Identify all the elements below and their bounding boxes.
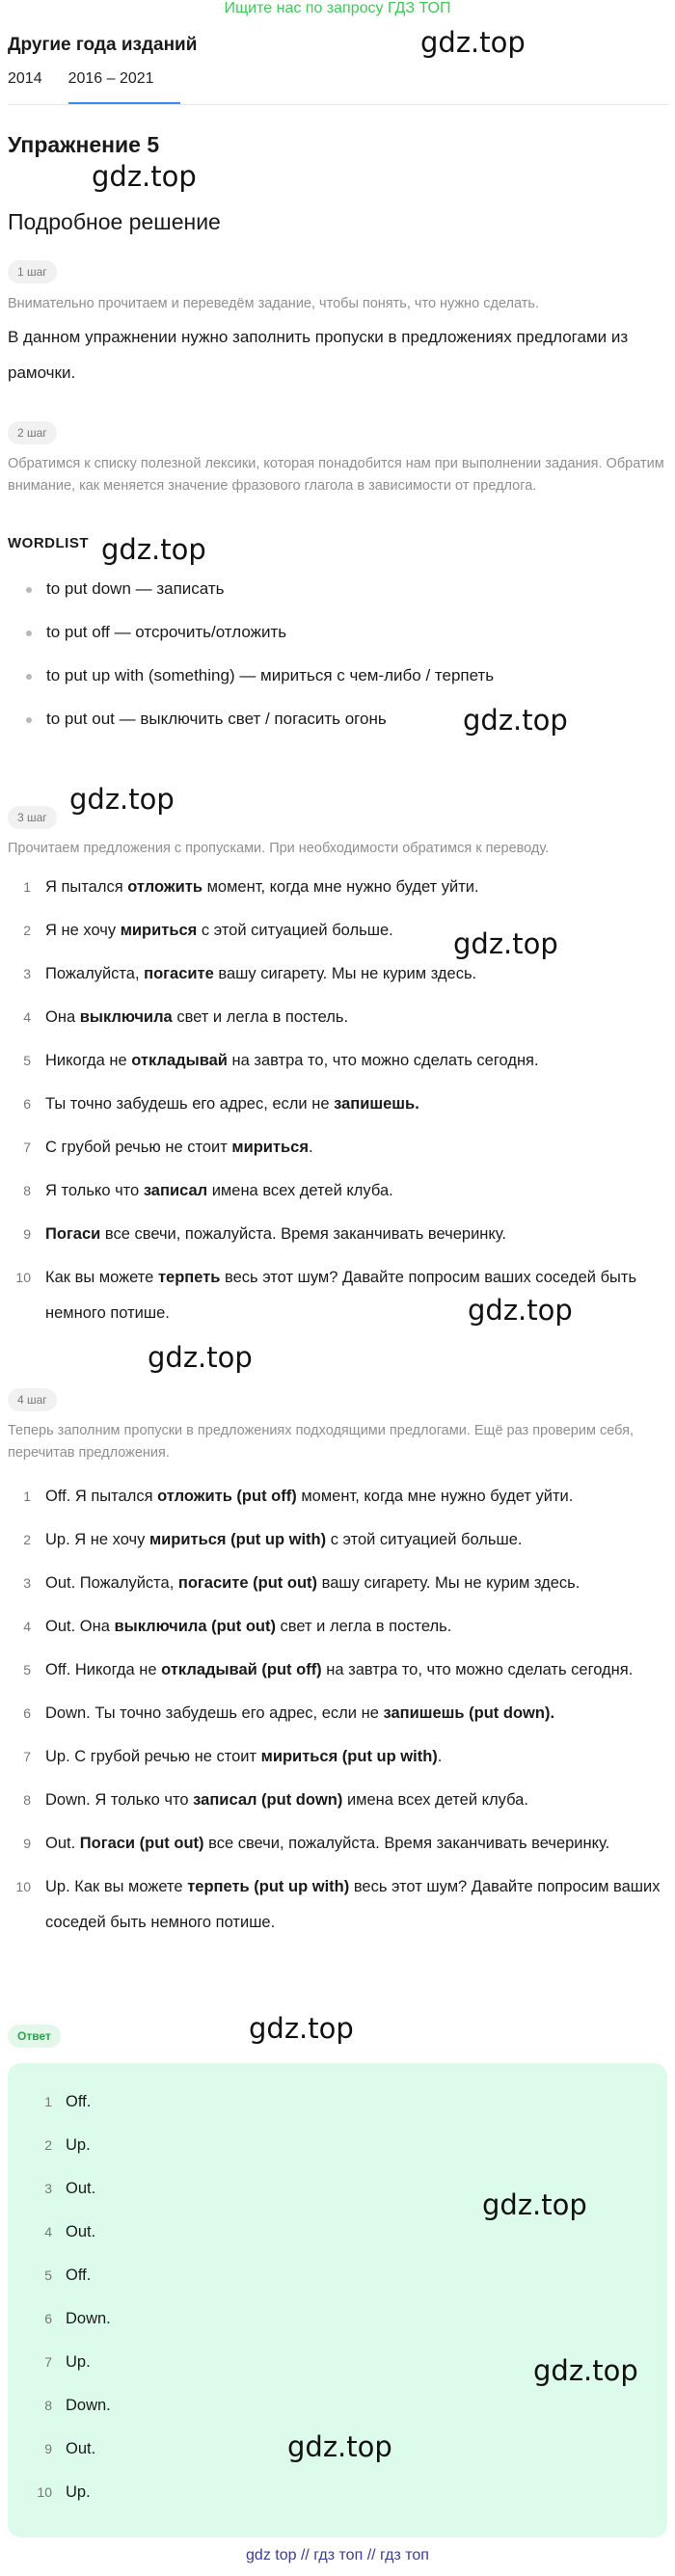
sentence-text: свет и легла в постель. bbox=[275, 1618, 452, 1635]
answer-list bbox=[29, 2090, 111, 2524]
sentence-text: вашу сигарету. Мы не курим здесь. bbox=[213, 965, 477, 982]
wordlist-item: to put down — записать bbox=[21, 578, 667, 622]
item-number: 9 bbox=[23, 1226, 31, 1242]
item-number: 2 bbox=[23, 923, 31, 938]
item-number: 8 bbox=[23, 1792, 31, 1808]
answer-item bbox=[29, 2481, 111, 2524]
other-years-title: Другие года изданий bbox=[8, 35, 198, 55]
sentence-text: свет и легла в постель. bbox=[172, 1008, 349, 1026]
exercise-title: Упражнение 5 bbox=[8, 132, 160, 157]
sentence-text: Down. Ты точно забудешь его адрес, если не bbox=[45, 1704, 384, 1722]
sentence-text: на завтра то, что можно сделать сегодня. bbox=[227, 1052, 539, 1069]
sentence-text: весь этот шум? Давайте попросим ваших соседей быть немного потише. bbox=[45, 1878, 661, 1931]
sentence-text: Down. Я только что bbox=[45, 1791, 194, 1809]
sentence-text: Off. Я пытался bbox=[45, 1488, 158, 1505]
bold-phrase: запишешь (put down). bbox=[383, 1704, 555, 1722]
sentence-item bbox=[8, 1000, 673, 1035]
sentence-text: на завтра то, что можно сделать сегодня. bbox=[321, 1661, 634, 1678]
sentence-text: Off. Никогда не bbox=[45, 1661, 162, 1678]
bold-phrase: мириться bbox=[231, 1139, 309, 1156]
sentence-item bbox=[8, 956, 673, 992]
sentence-text: Up. Как вы можете bbox=[45, 1878, 188, 1895]
answer-item bbox=[29, 2394, 111, 2437]
tab-year-2014[interactable]: 2014 bbox=[8, 70, 42, 87]
watermark: gdz.top bbox=[101, 533, 206, 566]
item-number: 7 bbox=[23, 1140, 31, 1155]
answer-text: Down. bbox=[66, 2397, 111, 2414]
watermark: gdz.top bbox=[533, 2354, 638, 2387]
item-number: 5 bbox=[23, 1053, 31, 1068]
bold-phrase: терпеть (put up with) bbox=[187, 1878, 350, 1895]
item-number: 9 bbox=[23, 1836, 31, 1851]
answer-text: Up. bbox=[66, 2353, 91, 2371]
year-tabs bbox=[8, 71, 180, 104]
bold-phrase: мириться (put up with) bbox=[148, 1531, 327, 1548]
footer: gdz top // гдз топ // гдз топ bbox=[246, 2547, 429, 2563]
sentence-item bbox=[8, 1173, 673, 1209]
solution-title: Подробное решение bbox=[8, 209, 221, 234]
watermark: gdz.top bbox=[463, 704, 568, 737]
sentence-item bbox=[8, 1696, 673, 1731]
item-number: 1 bbox=[23, 879, 31, 895]
answer-badge: Ответ bbox=[8, 2025, 61, 2048]
item-number: 2 bbox=[23, 1532, 31, 1547]
item-number: 6 bbox=[44, 2311, 52, 2326]
watermark: gdz.top bbox=[287, 2430, 392, 2463]
item-number: 6 bbox=[23, 1096, 31, 1112]
sentence-text: с этой ситуацией больше. bbox=[197, 922, 393, 939]
sentence-text: Out. Пожалуйста, bbox=[45, 1574, 178, 1592]
item-number: 6 bbox=[23, 1705, 31, 1721]
bold-phrase: выключила bbox=[79, 1008, 173, 1026]
sentence-item bbox=[8, 870, 673, 905]
watermark: gdz.top bbox=[148, 1341, 253, 1374]
bold-phrase: отложить (put off) bbox=[157, 1488, 297, 1505]
answer-item bbox=[29, 2264, 111, 2307]
sentence-text: имена всех детей клуба. bbox=[207, 1182, 393, 1199]
answer-item bbox=[29, 2220, 111, 2264]
bold-phrase: отложить bbox=[127, 878, 202, 896]
sentence-item bbox=[8, 1566, 673, 1601]
bold-phrase: терпеть bbox=[157, 1269, 221, 1286]
answer-text: Out. bbox=[66, 2440, 96, 2457]
item-number: 7 bbox=[44, 2354, 52, 2370]
watermark: gdz.top bbox=[92, 160, 197, 193]
tab-year-2016-2021[interactable]: 2016 – 2021 bbox=[68, 71, 180, 104]
bold-phrase: запишешь. bbox=[334, 1095, 419, 1113]
bold-phrase: выключила (put out) bbox=[114, 1618, 276, 1635]
sentence-text: С грубой речью не стоит bbox=[45, 1139, 232, 1156]
sentence-text: имена всех детей клуба. bbox=[342, 1791, 528, 1809]
sentence-text: Out. Она bbox=[45, 1618, 115, 1635]
wordlist-item: to put off — отсрочить/отложить bbox=[21, 622, 667, 665]
item-number: 9 bbox=[44, 2441, 52, 2456]
item-number: 8 bbox=[44, 2398, 52, 2413]
sentence-item bbox=[8, 1043, 673, 1079]
item-number: 10 bbox=[15, 1879, 31, 1894]
sentence-text: Я не хочу bbox=[45, 922, 121, 939]
answer-item bbox=[29, 2437, 111, 2481]
sentence-text: Out. bbox=[45, 1835, 80, 1852]
sentence-item bbox=[8, 1522, 673, 1558]
wordlist-item: to put out — выключить свет / погасить огонь bbox=[21, 709, 667, 752]
sentence-text: с этой ситуацией больше. bbox=[326, 1531, 523, 1548]
sentence-item bbox=[8, 1826, 673, 1862]
search-banner: Ищите нас по запросу ГДЗ ТОП bbox=[224, 0, 451, 16]
answer-text: Down. bbox=[66, 2310, 111, 2327]
item-number: 7 bbox=[23, 1749, 31, 1764]
sentence-item bbox=[8, 1217, 673, 1252]
sentence-item bbox=[8, 913, 673, 949]
answer-item bbox=[29, 2090, 111, 2133]
answer-text: Off. bbox=[66, 2093, 92, 2110]
sentence-text: Я пытался bbox=[45, 878, 128, 896]
step-4-sentences bbox=[8, 1479, 673, 1941]
watermark: gdz.top bbox=[420, 26, 526, 59]
step-3-badge: 3 шаг bbox=[8, 806, 57, 829]
bold-phrase: откладывай (put off) bbox=[161, 1661, 322, 1678]
step-2-badge: 2 шаг bbox=[8, 421, 57, 444]
answer-text: Up. bbox=[66, 2483, 91, 2501]
sentence-text: вашу сигарету. Мы не курим здесь. bbox=[317, 1574, 580, 1592]
sentence-text: . bbox=[308, 1139, 313, 1156]
watermark: gdz.top bbox=[482, 2188, 587, 2221]
item-number: 4 bbox=[23, 1619, 31, 1634]
sentence-text: Я только что bbox=[45, 1182, 144, 1199]
sentence-text: Ты точно забудешь его адрес, если не bbox=[45, 1095, 335, 1113]
sentence-text: Up. Я не хочу bbox=[45, 1531, 149, 1548]
sentence-text: Up. С грубой речью не стоит bbox=[45, 1748, 261, 1765]
item-number: 5 bbox=[44, 2267, 52, 2283]
bold-phrase: погасите (put out) bbox=[177, 1574, 318, 1592]
step-1-hint: Внимательно прочитаем и переведём задание, чтобы понять, что нужно сделать. bbox=[8, 296, 539, 311]
item-number: 3 bbox=[23, 966, 31, 981]
step-1-badge: 1 шаг bbox=[8, 260, 57, 283]
item-number: 4 bbox=[44, 2224, 52, 2240]
bold-phrase: записал (put down) bbox=[193, 1791, 343, 1809]
watermark: gdz.top bbox=[468, 1294, 573, 1327]
bold-phrase: Погаси (put out) bbox=[79, 1835, 204, 1852]
sentence-text: все свечи, пожалуйста. Время заканчивать вечеринку. bbox=[203, 1835, 610, 1852]
watermark: gdz.top bbox=[249, 2012, 354, 2045]
bold-phrase: Погаси bbox=[45, 1225, 101, 1243]
sentence-text: . bbox=[437, 1748, 443, 1765]
answer-text: Out. bbox=[66, 2180, 96, 2197]
wordlist-item: to put up with (something) — мириться с чем-либо / терпеть bbox=[21, 665, 667, 709]
sentence-text: Как вы можете bbox=[45, 1269, 158, 1286]
bold-phrase: записал bbox=[143, 1182, 208, 1199]
bold-phrase: погасите bbox=[144, 965, 214, 982]
answer-text: Off. bbox=[66, 2267, 92, 2284]
sentence-text: весь этот шум? Давайте попросим ваших соседей быть немного потише. bbox=[45, 1269, 637, 1322]
item-number: 3 bbox=[23, 1575, 31, 1591]
sentence-item bbox=[8, 1087, 673, 1122]
item-number: 8 bbox=[23, 1183, 31, 1198]
item-number: 10 bbox=[37, 2484, 52, 2500]
sentence-text: Пожалуйста, bbox=[45, 965, 145, 982]
sentence-item bbox=[8, 1652, 673, 1688]
sentence-item bbox=[8, 1609, 673, 1645]
wordlist-title: WORDLIST bbox=[8, 535, 89, 551]
answer-item bbox=[29, 2133, 111, 2177]
item-number: 1 bbox=[44, 2094, 52, 2109]
divider bbox=[8, 104, 667, 105]
answer-text: Up. bbox=[66, 2136, 91, 2154]
step-1-text: В данном упражнении нужно заполнить пропуски в предложениях предлогами из рамочки. bbox=[8, 328, 629, 382]
answer-item bbox=[29, 2350, 111, 2394]
item-number: 1 bbox=[23, 1489, 31, 1504]
item-number: 10 bbox=[15, 1270, 31, 1285]
step-3-hint: Прочитаем предложения с пропусками. При необходимости обратимся к переводу. bbox=[8, 841, 550, 856]
item-number: 3 bbox=[44, 2181, 52, 2196]
item-number: 4 bbox=[23, 1009, 31, 1025]
watermark: gdz.top bbox=[69, 783, 175, 816]
sentence-text: Она bbox=[45, 1008, 80, 1026]
item-number: 5 bbox=[23, 1662, 31, 1677]
bold-phrase: мириться bbox=[120, 922, 198, 939]
step-3-sentences bbox=[8, 870, 673, 1331]
bold-phrase: мириться (put up with) bbox=[260, 1748, 438, 1765]
step-2-hint: Обратимся к списку полезной лексики, которая понадобится нам при выполнении задания. Обратим внимание, как меняется значение фразового глагола в зависимости от предлога. bbox=[8, 456, 664, 494]
bold-phrase: откладывай bbox=[131, 1052, 228, 1069]
sentence-item bbox=[8, 1783, 673, 1818]
sentence-text: Никогда не bbox=[45, 1052, 132, 1069]
sentence-item bbox=[8, 1869, 673, 1941]
step-4-hint: Теперь заполним пропуски в предложениях подходящими предлогами. Ещё раз проверим себя, перечитав предложения. bbox=[8, 1423, 634, 1461]
sentence-item bbox=[8, 1260, 673, 1331]
sentence-text: момент, когда мне нужно будет уйти. bbox=[202, 878, 479, 896]
answer-text: Out. bbox=[66, 2223, 96, 2241]
item-number: 2 bbox=[44, 2137, 52, 2153]
answer-item bbox=[29, 2307, 111, 2350]
answer-item bbox=[29, 2177, 111, 2220]
sentence-item bbox=[8, 1739, 673, 1775]
sentence-text: все свечи, пожалуйста. Время заканчивать вечеринку. bbox=[100, 1225, 506, 1243]
sentence-text: момент, когда мне нужно будет уйти. bbox=[296, 1488, 574, 1505]
wordlist bbox=[21, 578, 667, 752]
sentence-item bbox=[8, 1479, 673, 1515]
watermark: gdz.top bbox=[453, 927, 558, 960]
step-4-badge: 4 шаг bbox=[8, 1388, 57, 1411]
sentence-item bbox=[8, 1130, 673, 1166]
